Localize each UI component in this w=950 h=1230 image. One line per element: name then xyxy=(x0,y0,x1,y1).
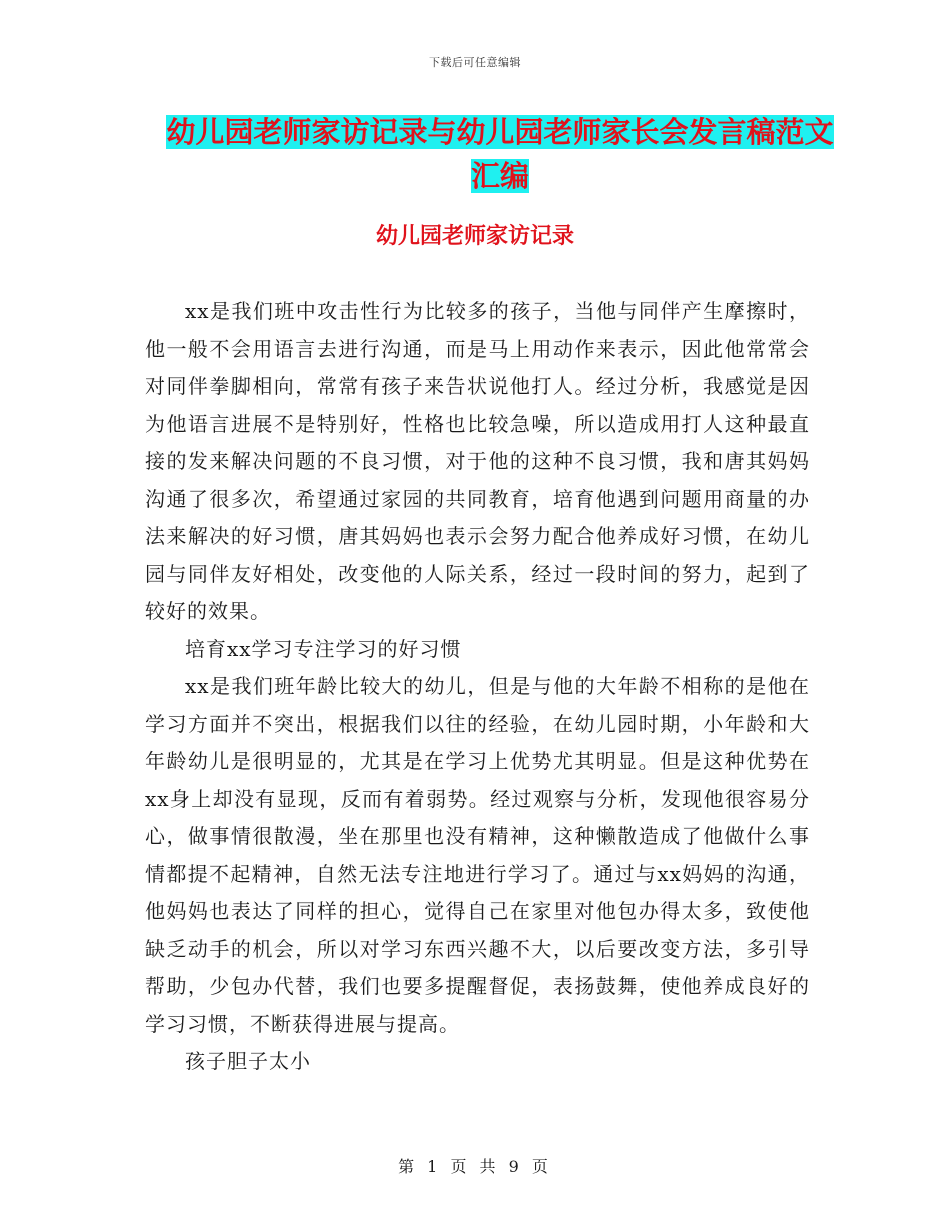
paragraph-subheading: 培育xx学习专注学习的好习惯 xyxy=(185,636,462,661)
section-title: 幼儿园老师家访记录 xyxy=(375,224,574,249)
document-body xyxy=(145,293,810,1081)
document-title xyxy=(140,110,860,198)
page-footer: 第 1 页 共 9 页 xyxy=(398,1157,552,1176)
paragraph: xx是我们班中攻击性行为比较多的孩子，当他与同伴产生摩擦时，他一般不会用语言去进行沟通，而是马上用动作来表示，因此他常常会对同伴拳脚相向，常常有孩子来告状说他打人。经过分析，我感觉是因为他语言进展不是特别好，性格也比较急噪，所以造成用打人这种最直接的发来解决问题的不良习惯，对于他的这种不良习惯，我和唐其妈妈沟通了很多次，希望通过家园的共同教育，培育他遇到问题用商量的办法来解决的好习惯，唐其妈妈也表示会努力配合他养成好习惯，在幼儿园与同伴友好相处，改变他的人际关系，经过一段时间的努力，起到了较好的效果。 xyxy=(145,299,810,623)
paragraph: xx是我们班年龄比较大的幼儿，但是与他的大年龄不相称的是他在学习方面并不突出，根据我们以往的经验，在幼儿园时期，小年龄和大年龄幼儿是很明显的，尤其是在学习上优势尤其明显。但是这种优势在xx身上却没有显现，反而有着弱势。经过观察与分析，发现他很容易分心，做事情很散漫，坐在那里也没有精神，这种懒散造成了他做什么事情都提不起精神，自然无法专注地进行学习了。通过与xx妈妈的沟通，他妈妈也表达了同样的担心，觉得自己在家里对他包办得太多，致使他缺乏动手的机会，所以对学习东西兴趣不大，以后要改变方法，多引导帮助，少包办代替，我们也要多提醒督促，表扬鼓舞，使他养成良好的学习习惯，不断获得进展与提高。 xyxy=(145,674,810,1036)
document-title-line-2: 汇编 xyxy=(470,159,529,193)
header-note: 下载后可任意编辑 xyxy=(429,56,521,69)
paragraph-subheading: 孩子胆子太小 xyxy=(185,1049,311,1073)
document-title-line-1: 幼儿园老师家访记录与幼儿园老师家长会发言稿范文 xyxy=(166,115,834,149)
